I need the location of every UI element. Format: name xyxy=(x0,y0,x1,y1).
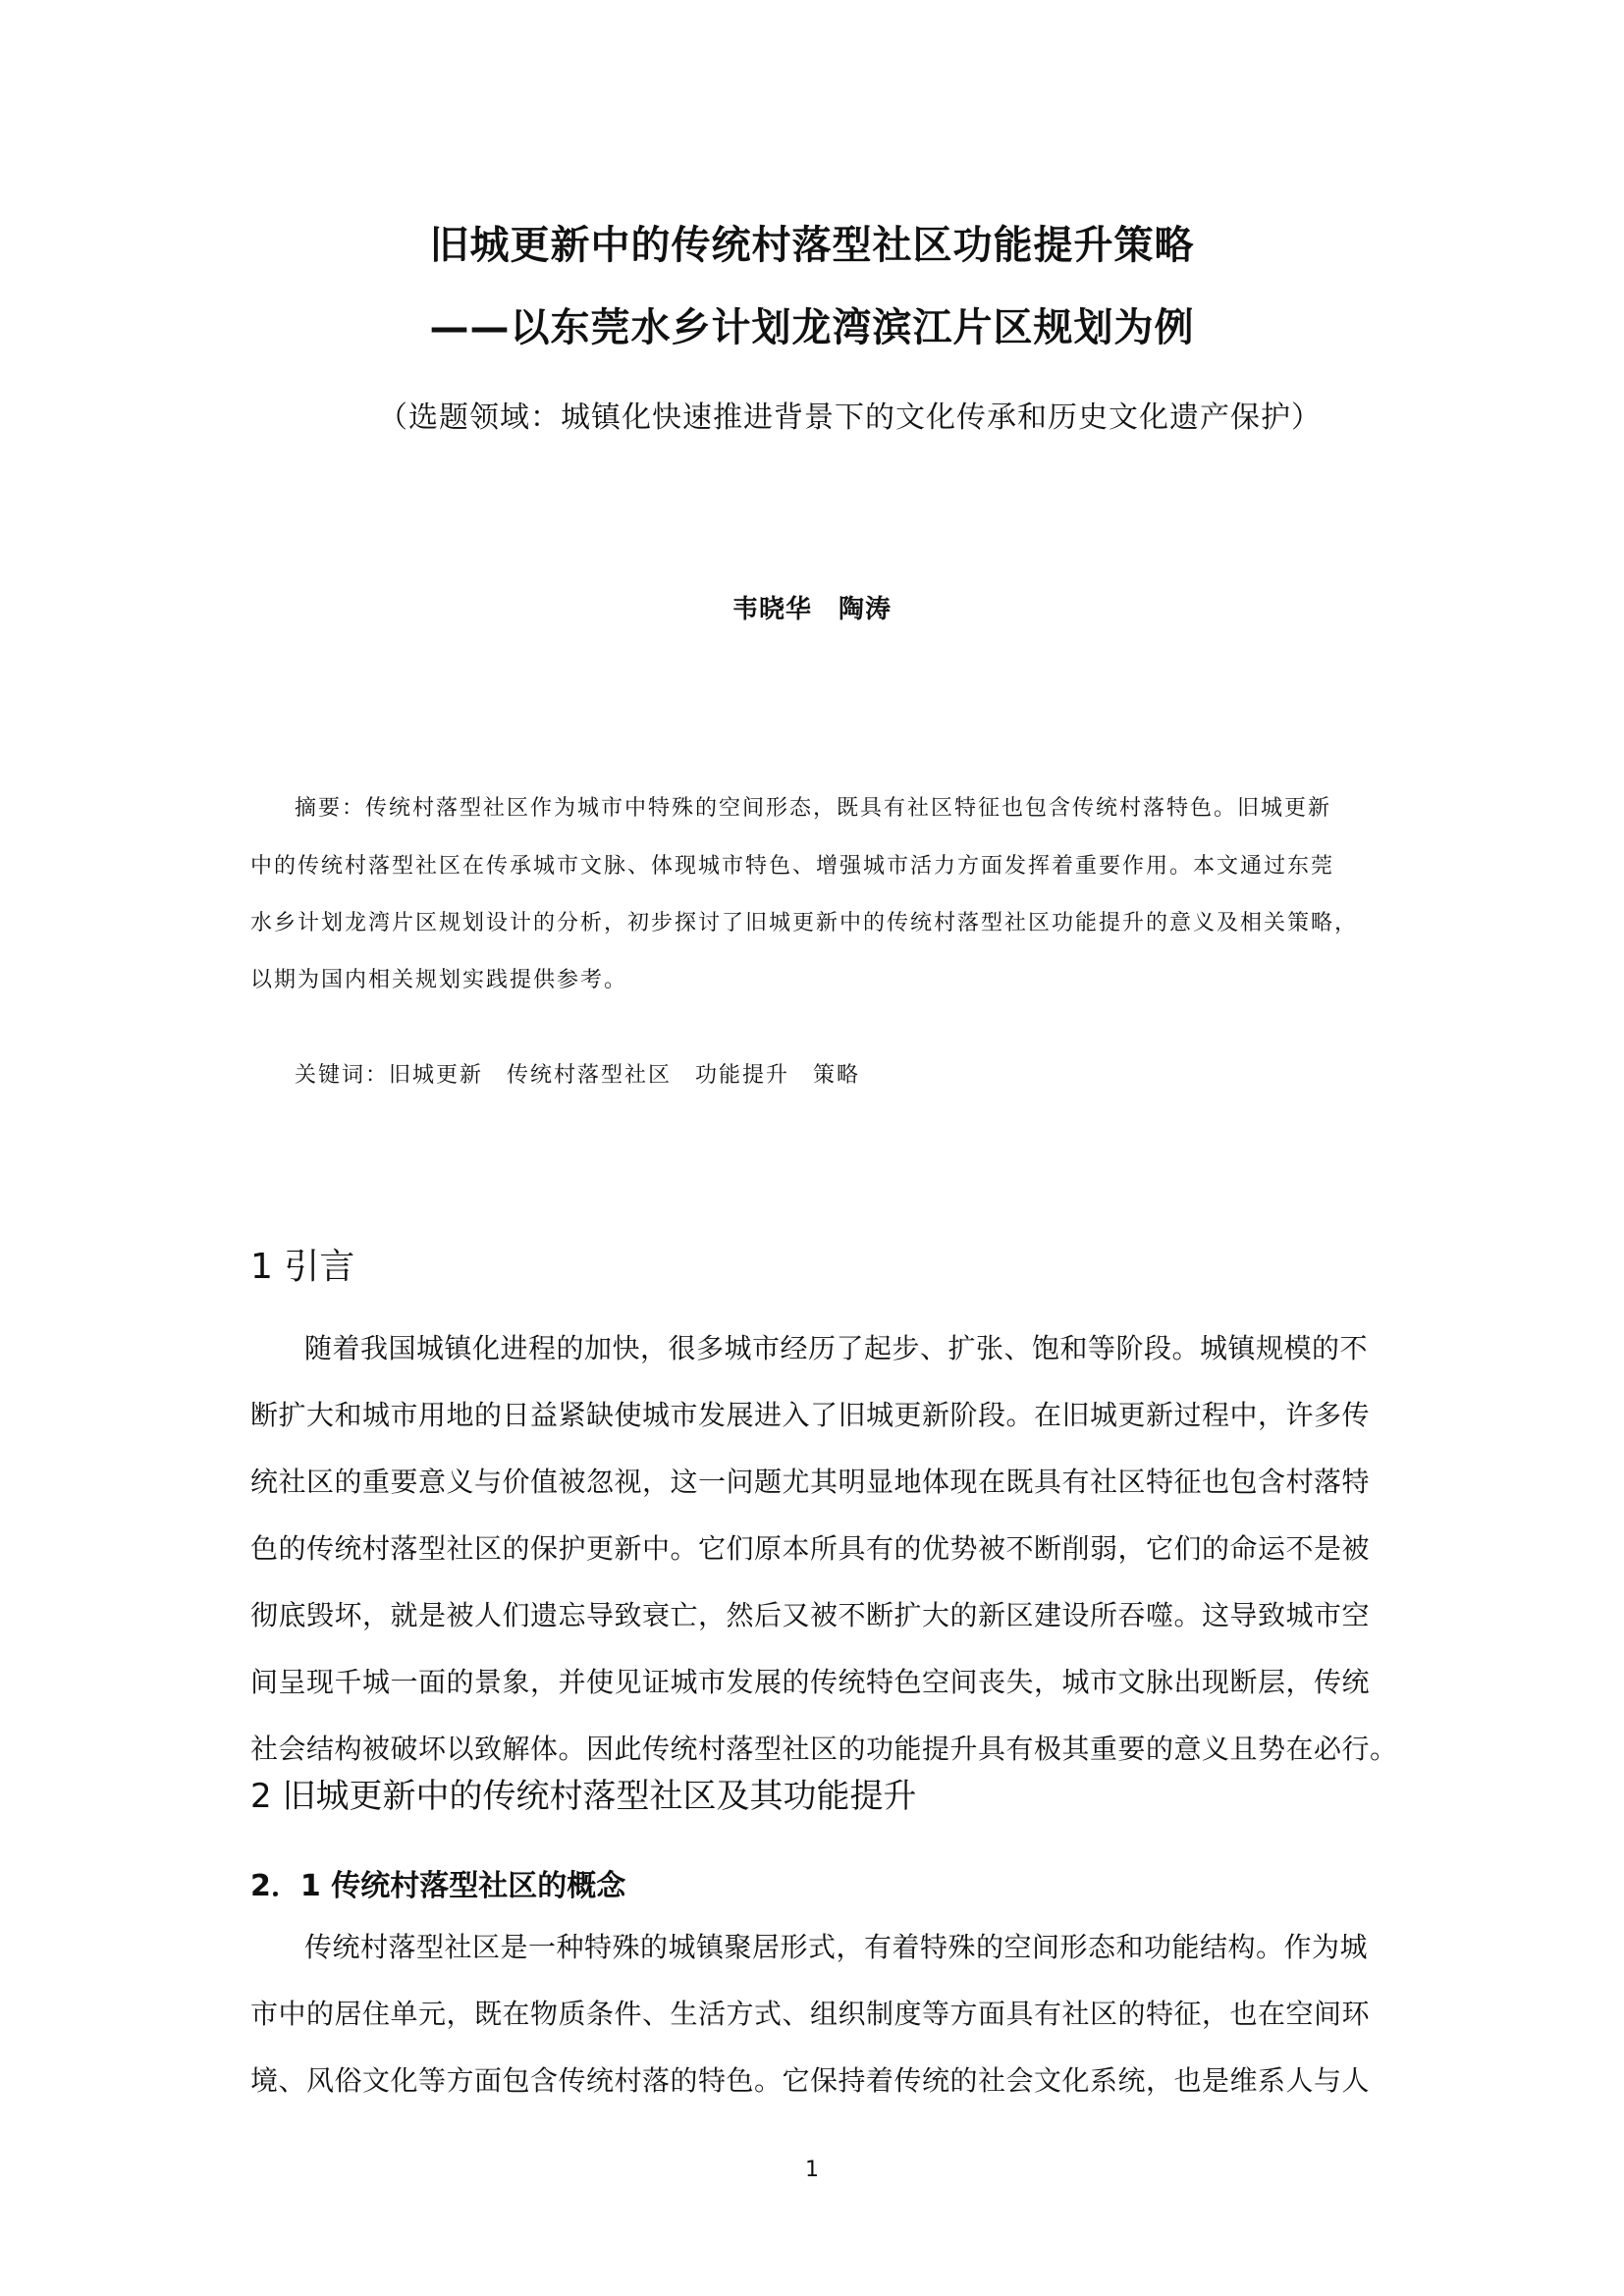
section-2-1-heading: 2．1 传统村落型社区的概念 xyxy=(250,1869,626,1903)
page-number: 1 xyxy=(805,2158,819,2182)
body-line: 间呈现千城一面的景象，并使见证城市发展的传统特色空间丧失，城市文脉出现断层，传统 xyxy=(250,1666,1371,1698)
section-1-heading: 1 引言 xyxy=(250,1247,355,1287)
body-line: 随着我国城镇化进程的加快，很多城市经历了起步、扩张、饱和等阶段。城镇规模的不 xyxy=(304,1332,1369,1364)
body-line: 传统村落型社区是一种特殊的城镇聚居形式，有着特殊的空间形态和功能结构。作为城 xyxy=(304,1931,1369,1963)
paper-title: 旧城更新中的传统村落型社区功能提升策略 xyxy=(429,223,1195,268)
keywords: 关键词：旧城更新 传统村落型社区 功能提升 策略 xyxy=(295,1063,861,1088)
paper-subtitle: ——以东莞水乡计划龙湾滨江片区规划为例 xyxy=(429,305,1195,350)
abstract-line: 水乡计划龙湾片区规划设计的分析，初步探讨了旧城更新中的传统村落型社区功能提升的意义及相关策略， xyxy=(250,911,1359,935)
body-line: 色的传统村落型社区的保护更新中。它们原本所具有的优势被不断削弱，它们的命运不是被 xyxy=(250,1532,1371,1565)
body-line: 市中的居住单元，既在物质条件、生活方式、组织制度等方面具有社区的特征，也在空间环 xyxy=(250,1998,1371,2030)
section-2-heading: 2 旧城更新中的传统村落型社区及其功能提升 xyxy=(250,1777,917,1816)
body-line: 断扩大和城市用地的日益紧缺使城市发展进入了旧城更新阶段。在旧城更新过程中，许多传 xyxy=(250,1399,1371,1431)
topic-note: （选题领域：城镇化快速推进背景下的文化传承和历史文化遗产保护） xyxy=(378,400,1322,435)
abstract-line: 中的传统村落型社区在传承城市文脉、体现城市特色、增强城市活力方面发挥着重要作用。本文通过东莞 xyxy=(250,854,1335,879)
body-line: 彻底毁坏，就是被人们遗忘导致衰亡，然后又被不断扩大的新区建设所吞噬。这导致城市空 xyxy=(250,1599,1371,1631)
authors: 韦晓华 陶涛 xyxy=(731,595,892,624)
body-line: 统社区的重要意义与价值被忽视，这一问题尤其明显地体现在既具有社区特征也包含村落特 xyxy=(250,1466,1371,1498)
abstract-line: 摘要：传统村落型社区作为城市中特殊的空间形态，既具有社区特征也包含传统村落特色。旧城更新 xyxy=(295,796,1332,821)
abstract-line: 以期为国内相关规划实践提供参考。 xyxy=(250,968,628,992)
body-line: 境、风俗文化等方面包含传统村落的特色。它保持着传统的社会文化系统，也是维系人与人 xyxy=(250,2064,1371,2097)
body-line: 社会结构被破坏以致解体。因此传统村落型社区的功能提升具有极其重要的意义且势在必行。 xyxy=(250,1733,1398,1765)
